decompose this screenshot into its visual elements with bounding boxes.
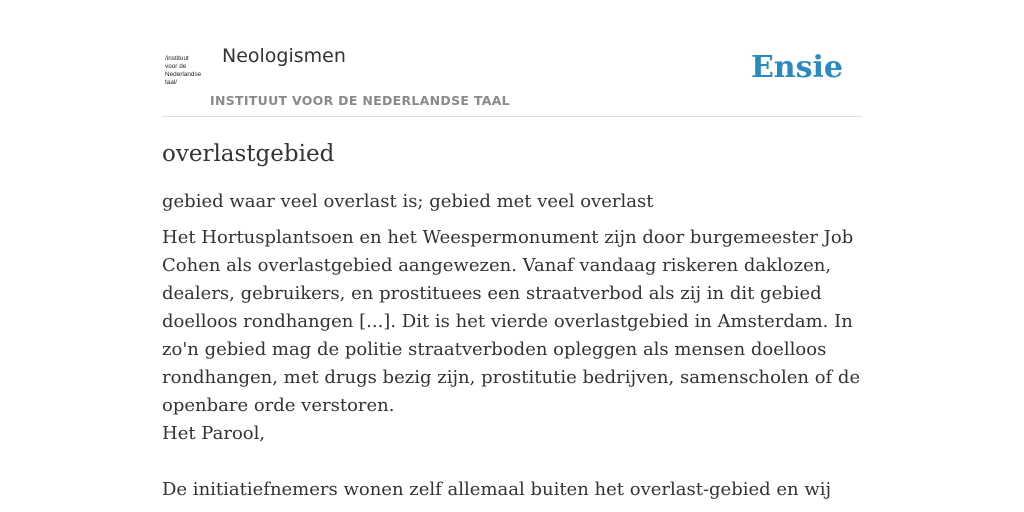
quote-text: De initiatiefnemers wonen zelf allemaal buiten het overlast-gebied en wij (162, 479, 832, 500)
site-title[interactable]: Neologismen (222, 45, 346, 67)
logo-line: /instituut (165, 55, 189, 62)
site-subtitle: INSTITUUT VOOR DE NEDERLANDSE TAAL (210, 93, 510, 108)
logo-line: Nederlandse (165, 71, 202, 78)
ensie-brand-link[interactable]: Ensie (750, 50, 843, 85)
page-title: overlastgebied (162, 141, 335, 167)
citation-quote (162, 476, 862, 504)
logo-line: taal/ (165, 79, 178, 86)
definition: gebied waar veel overlast is; gebied met veel overlast (162, 191, 654, 212)
citation-quote (162, 224, 862, 448)
entry-content (162, 138, 862, 504)
quote-text: Het Hortusplantsoen en het Weespermonument zijn door burgemeester Job Cohen als overlastgebied aangewezen. Vanaf vandaag riskeren daklozen, dealers, gebruikers, en prostituees een straatverbod als zij in dit gebied doelloos rondhangen [...]. Dit is het vierde overlastgebied in Amsterdam. In zo'n gebied mag de politie straatverboden opleggen als mensen doelloos rondhangen, met drugs bezig zijn, prostitutie bedrijven, samenscholen of de openbare orde verstoren. (162, 227, 861, 416)
institute-logo[interactable] (165, 55, 209, 89)
header (162, 0, 862, 117)
logo-line: voor de (165, 63, 187, 70)
quote-source: Het Parool, (162, 423, 266, 444)
